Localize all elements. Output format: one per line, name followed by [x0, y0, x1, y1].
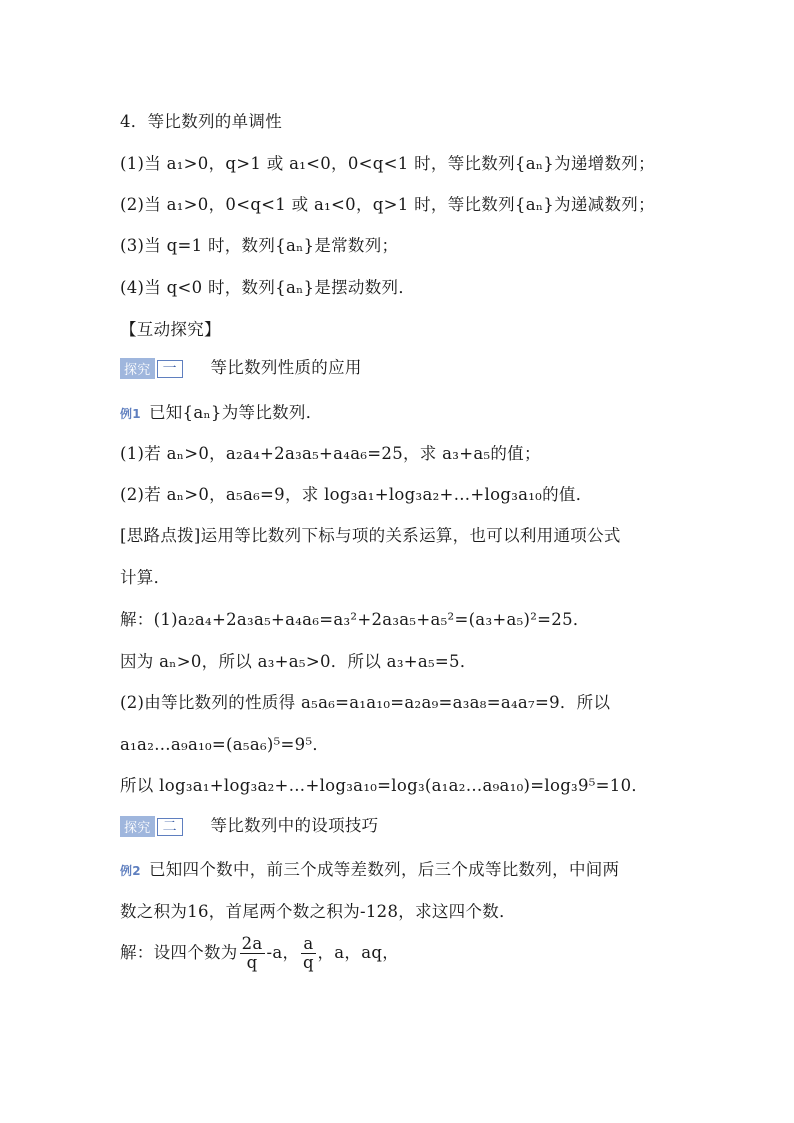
section-2-title: 等比数列中的设项技巧: [210, 816, 379, 835]
section-1-title: 等比数列性质的应用: [210, 358, 362, 377]
explore-badge: [120, 358, 183, 379]
example-2-line-2: 数之积为16，首尾两个数之积为-128，求这四个数．: [120, 902, 516, 921]
example-2-line-1: [120, 856, 619, 880]
explore-badge-label: 探究: [120, 358, 155, 379]
interactive-heading: 【互动探究】: [120, 320, 221, 339]
heading-monotonicity: 4．等比数列的单调性: [120, 112, 282, 131]
example-1-solution-2: 因为 aₙ>0，所以 a₃+a₅>0．所以 a₃+a₅=5．: [120, 652, 477, 671]
explore-badge-2: [120, 816, 183, 837]
example-1-hint-line-1: [思路点拨]运用等比数列下标与项的关系运算，也可以利用通项公式: [120, 526, 621, 545]
example-1-question-1: (1)若 aₙ>0，a₂a₄+2a₃a₅+a₄a₆=25，求 a₃+a₅的值；: [120, 444, 541, 463]
monotonic-case-1: (1)当 a₁>0，q>1 或 a₁<0，0<q<1 时，等比数列{aₙ}为递增数列；: [120, 154, 655, 173]
example-2-solution: [120, 935, 399, 972]
example-1-hint-line-2: 计算．: [120, 568, 171, 587]
example-1-stem: [120, 399, 323, 423]
example-2-tag: 例2: [120, 864, 141, 878]
section-1-header: [120, 354, 362, 379]
example-1-stem-text: 已知{aₙ}为等比数列．: [148, 403, 323, 422]
explore-badge-number: 一: [157, 360, 183, 378]
explore-badge-2-number: 二: [157, 818, 183, 836]
example-1-question-2: (2)若 aₙ>0，a₅a₆=9，求 log₃a₁+log₃a₂+…+log₃a₁₀的值．: [120, 485, 593, 504]
fraction-1-denominator: q: [246, 953, 258, 972]
example-1-solution-3: (2)由等比数列的性质得 a₅a₆=a₁a₁₀=a₂a₉=a₃a₈=a₄a₇=9．所以: [120, 693, 611, 712]
example-2-solution-prefix: 解：设四个数为: [120, 943, 238, 962]
example-2-solution-mid: -a，: [266, 943, 300, 962]
explore-badge-2-label: 探究: [120, 816, 155, 837]
example-1-solution-1: 解：(1)a₂a₄+2a₃a₅+a₄a₆=a₃²+2a₃a₅+a₅²=(a₃+a₅)²=25．: [120, 610, 590, 629]
example-2-text-1: 已知四个数中，前三个成等差数列，后三个成等比数列，中间两: [148, 860, 620, 879]
monotonic-case-3: (3)当 q=1 时，数列{aₙ}是常数列；: [120, 236, 399, 255]
example-1-tag: 例1: [120, 407, 141, 421]
example-2-solution-tail: ，a，aq，: [317, 943, 400, 962]
fraction-1-numerator: 2a: [241, 934, 263, 953]
example-1-solution-5: 所以 log₃a₁+log₃a₂+…+log₃a₁₀=log₃(a₁a₂…a₉a₁₀)=log₃9⁵=10．: [120, 776, 649, 795]
fraction-2a-over-q: [240, 935, 265, 972]
fraction-a-over-q: [301, 935, 315, 972]
example-1-solution-4: a₁a₂…a₉a₁₀=(a₅a₆)⁵=9⁵．: [120, 735, 330, 754]
section-2-header: [120, 812, 378, 837]
fraction-2-denominator: q: [302, 953, 314, 972]
monotonic-case-4: (4)当 q<0 时，数列{aₙ}是摆动数列．: [120, 278, 416, 297]
fraction-2-numerator: a: [303, 934, 314, 953]
monotonic-case-2: (2)当 a₁>0，0<q<1 或 a₁<0，q>1 时，等比数列{aₙ}为递减数列；: [120, 195, 655, 214]
